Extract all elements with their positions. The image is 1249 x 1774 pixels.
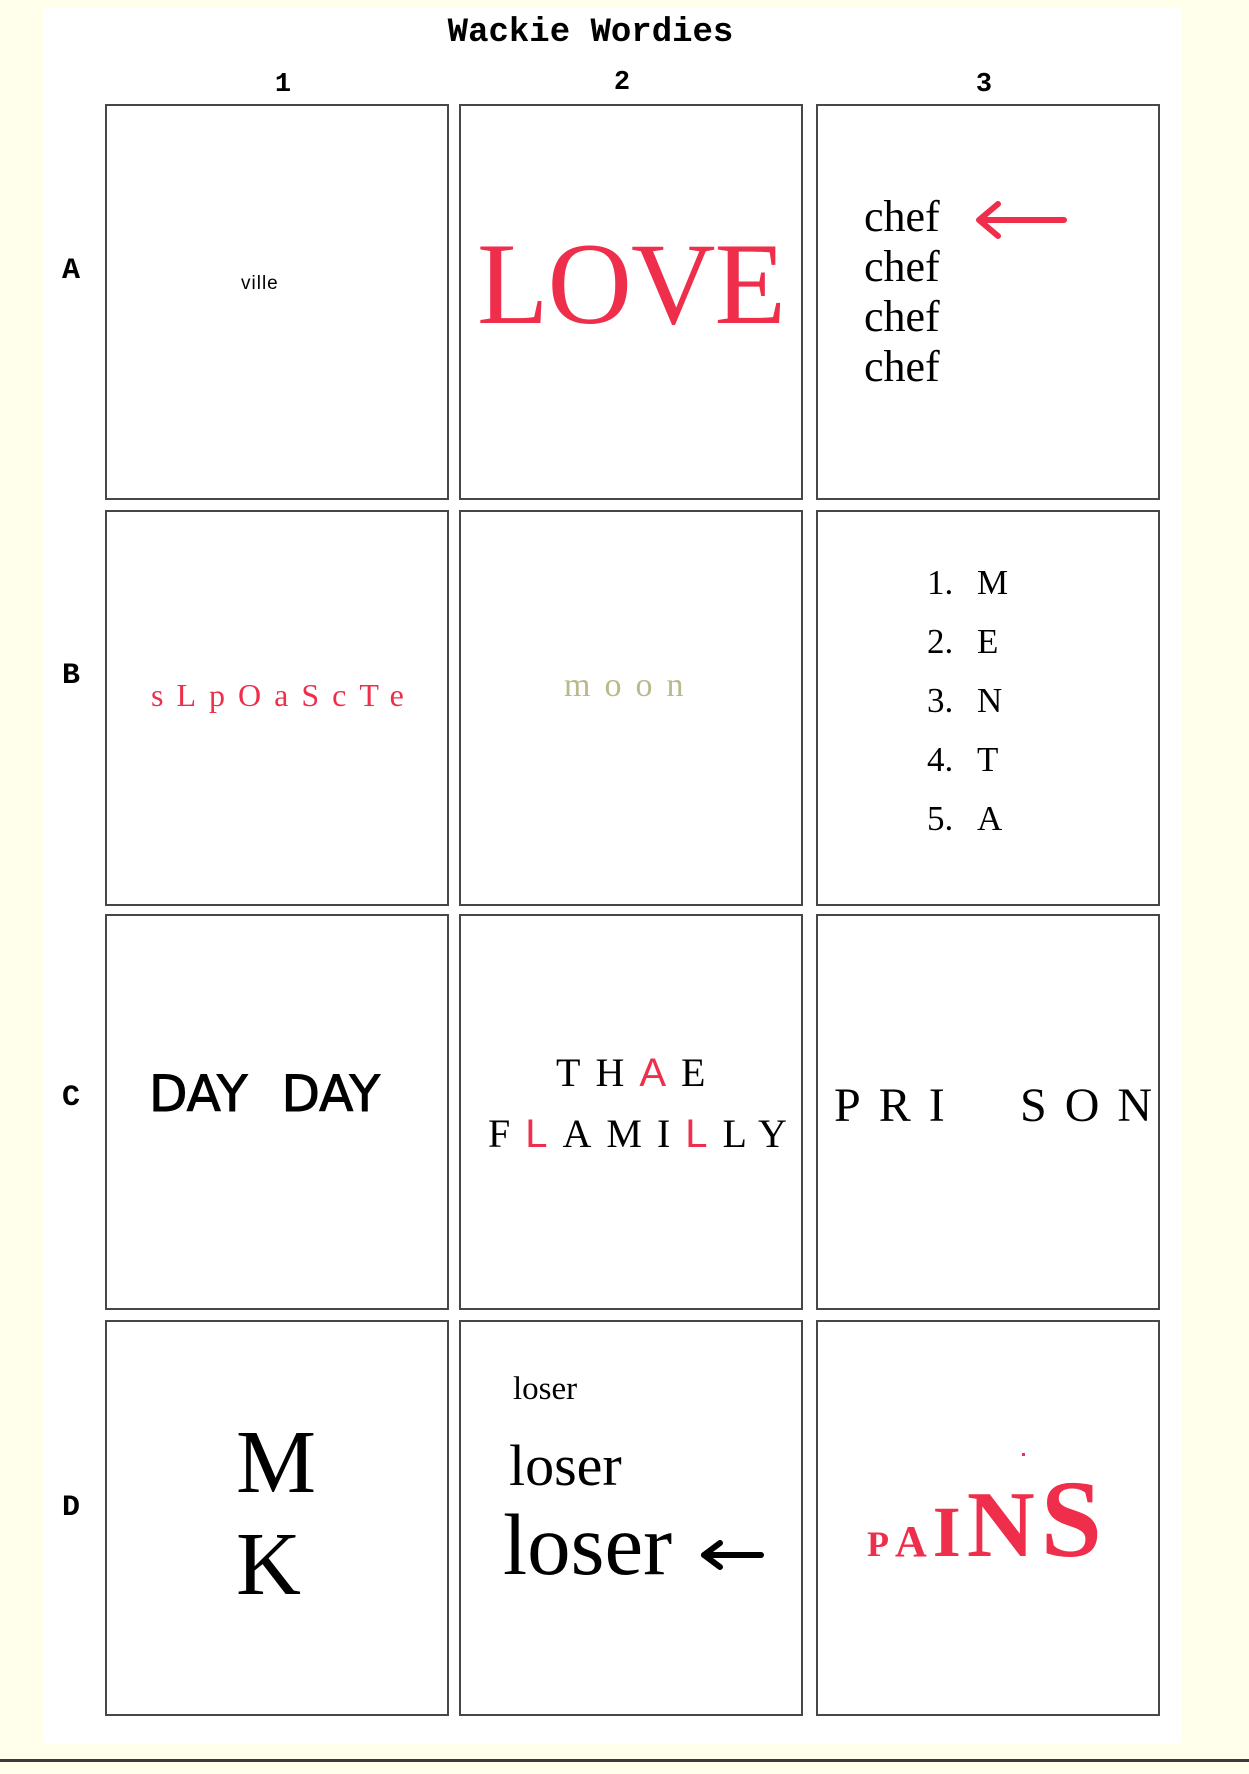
cell-d3 [816, 1320, 1160, 1716]
numbered-list [927, 553, 1008, 848]
letter: A [562, 1111, 607, 1156]
cell-b2 [459, 510, 803, 906]
cell-c2-line-1 [556, 1050, 721, 1095]
left-arrow-icon [698, 1539, 764, 1571]
cell-a1-word: ville [241, 273, 279, 294]
left-arrow-icon [972, 200, 1068, 240]
cell-c1-words [149, 1065, 380, 1123]
cell-c2-line-2 [488, 1111, 802, 1156]
chef-line: chef [864, 192, 940, 241]
row-header-d: D [61, 1491, 80, 1525]
loser-medium: loser [509, 1433, 622, 1498]
list-number: 1. [927, 563, 954, 602]
letter: I [656, 1111, 686, 1156]
cell-a2 [459, 104, 803, 500]
cell-a1 [105, 104, 449, 500]
column-header-2: 2 [613, 68, 631, 98]
row-header-c: C [61, 1081, 80, 1115]
letter: E [681, 1050, 721, 1095]
list-item [927, 730, 1008, 789]
cell-b2-word: moon [564, 667, 698, 704]
puzzle-title: Wackie Wordies [447, 14, 734, 52]
highlighted-letter: L [685, 1112, 723, 1156]
highlighted-letter: A [639, 1051, 682, 1095]
list-number: 4. [927, 740, 954, 779]
day-word: DAY [281, 1065, 380, 1123]
cell-a3 [816, 104, 1160, 500]
row-header-a: A [61, 254, 80, 288]
column-header-1: 1 [274, 70, 292, 100]
growing-letter: S [1040, 1458, 1102, 1580]
letter: F [488, 1111, 526, 1156]
loser-large: loser [503, 1496, 673, 1593]
cell-c2 [459, 914, 803, 1310]
list-number: 2. [927, 622, 954, 661]
column-header-3: 3 [975, 70, 993, 100]
letter: L [722, 1111, 758, 1156]
list-letter: E [977, 622, 999, 661]
cell-d2 [459, 1320, 803, 1716]
letter: T [556, 1050, 596, 1095]
list-item [927, 553, 1008, 612]
growing-letter: P [867, 1524, 889, 1564]
cell-d1 [105, 1320, 449, 1716]
cell-d1-bottom-letter: K [236, 1515, 301, 1614]
list-item [927, 612, 1008, 671]
growing-letter: I [932, 1492, 961, 1572]
letter: H [595, 1050, 640, 1095]
highlighted-letter: L [525, 1112, 563, 1156]
chef-line: chef [864, 292, 940, 341]
cell-b3 [816, 510, 1160, 906]
stray-dot [1022, 1453, 1025, 1456]
list-number: 3. [927, 681, 954, 720]
cell-c3 [816, 914, 1171, 1310]
list-letter: N [977, 681, 1003, 720]
list-item [927, 671, 1008, 730]
cell-d3-word [867, 1458, 1102, 1580]
bottom-divider [0, 1759, 1249, 1762]
cell-b1 [105, 510, 449, 906]
cell-b1-word: sLpOaScTe [151, 677, 417, 713]
cell-c3-left-part: PRI [834, 1079, 963, 1132]
list-item [927, 789, 1008, 848]
chef-line: chef [864, 342, 940, 391]
growing-letter: A [895, 1517, 927, 1566]
cell-a3-lines [864, 192, 940, 392]
list-letter: A [977, 799, 1003, 838]
list-number: 5. [927, 799, 954, 838]
cell-c3-right-part: SON [1020, 1079, 1171, 1132]
list-letter: T [977, 740, 999, 779]
row-header-b: B [61, 659, 80, 693]
list-letter: M [977, 563, 1009, 602]
cell-c1 [105, 914, 449, 1310]
day-word: DAY [149, 1065, 248, 1123]
cell-d1-top-letter: M [236, 1413, 317, 1512]
growing-letter: N [966, 1473, 1035, 1577]
cell-a2-word: LOVE [477, 220, 785, 349]
chef-line: chef [864, 242, 940, 291]
letter: Y [757, 1111, 802, 1156]
letter: M [606, 1111, 657, 1156]
loser-small: loser [513, 1371, 578, 1407]
